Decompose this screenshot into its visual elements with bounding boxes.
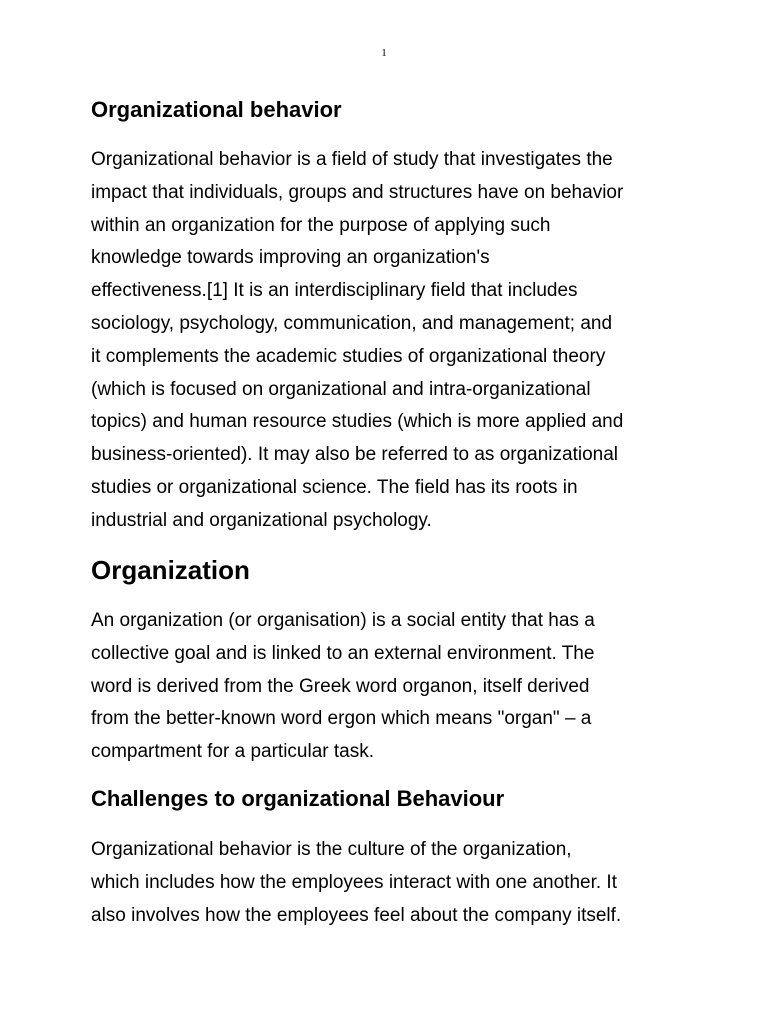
text-line: it complements the academic studies of organizational theory: [91, 345, 606, 367]
section-heading: Organization: [91, 555, 250, 585]
section-heading: Challenges to organizational Behaviour: [91, 786, 505, 811]
text-line: knowledge towards improving an organization's: [91, 247, 490, 269]
section-heading: Organizational behavior: [91, 97, 342, 122]
paragraph: [91, 144, 691, 538]
text-line: collective goal and is linked to an external environment. The: [91, 642, 595, 664]
text-line: impact that individuals, groups and structures have on behavior: [91, 181, 624, 203]
section-body: [91, 605, 691, 769]
section-body: [91, 144, 691, 538]
text-line: compartment for a particular task.: [91, 741, 374, 763]
page-number: 1: [381, 47, 387, 59]
text-line: topics) and human resource studies (which is more applied and: [91, 411, 624, 433]
text-line: also involves how the employees feel about the company itself.: [91, 904, 622, 926]
section-organizational-behavior: [91, 97, 691, 123]
text-line: sociology, psychology, communication, and management; and: [91, 312, 613, 334]
text-line: within an organization for the purpose of applying such: [91, 214, 551, 236]
text-line: effectiveness.[1] It is an interdisciplinary field that includes: [91, 280, 578, 302]
text-line: (which is focused on organizational and intra-organizational: [91, 378, 591, 400]
paragraph: [91, 834, 691, 932]
section-body: [91, 834, 691, 932]
section-organization: [91, 555, 691, 586]
text-line: word is derived from the Greek word organon, itself derived: [91, 675, 590, 697]
text-line: from the better-known word ergon which means "organ" – a: [91, 708, 592, 730]
text-line: which includes how the employees interact with one another. It: [91, 871, 617, 893]
text-line: industrial and organizational psychology.: [91, 509, 432, 531]
text-line: Organizational behavior is a field of study that investigates the: [91, 149, 613, 170]
text-line: Organizational behavior is the culture of the organization,: [91, 839, 572, 860]
section-challenges: [91, 786, 691, 812]
paragraph: [91, 605, 691, 769]
text-line: business-oriented). It may also be referred to as organizational: [91, 444, 618, 466]
text-line: studies or organizational science. The field has its roots in: [91, 476, 578, 498]
text-line: An organization (or organisation) is a social entity that has a: [91, 610, 595, 631]
